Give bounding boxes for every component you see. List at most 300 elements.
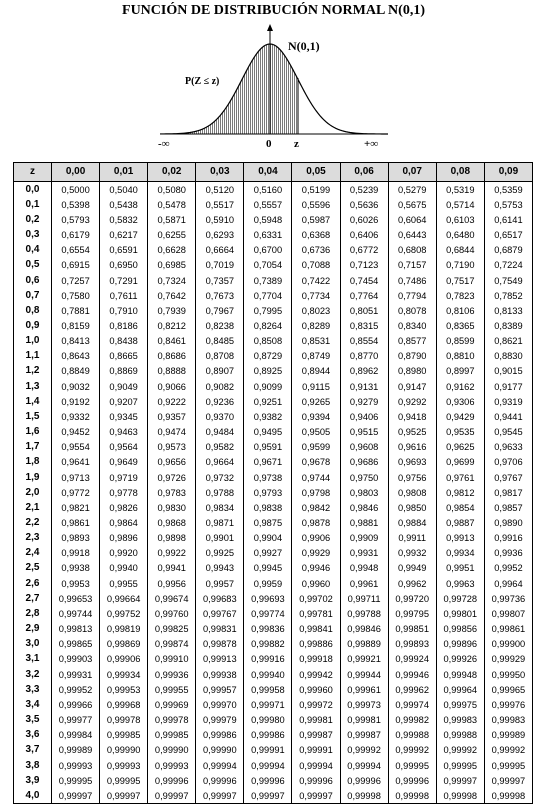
probability-cell: 0,99846	[340, 622, 388, 637]
probability-cell: 0,99929	[484, 652, 532, 667]
probability-cell: 0,9945	[244, 561, 292, 576]
probability-cell: 0,8365	[436, 318, 484, 333]
probability-cell: 0,7357	[196, 273, 244, 288]
probability-cell: 0,99995	[388, 758, 436, 773]
table-row	[14, 637, 533, 652]
probability-cell: 0,9887	[436, 515, 484, 530]
probability-cell: 0,99983	[484, 712, 532, 727]
probability-cell: 0,6141	[484, 212, 532, 227]
table-row	[14, 561, 533, 576]
probability-cell: 0,8708	[196, 349, 244, 364]
probability-cell: 0,9750	[340, 470, 388, 485]
probability-cell: 0,99992	[436, 743, 484, 758]
z-value-cell: 2,9	[14, 622, 52, 637]
table-row	[14, 409, 533, 424]
probability-cell: 0,99978	[100, 712, 148, 727]
probability-cell: 0,99995	[484, 758, 532, 773]
probability-cell: 0,9693	[388, 455, 436, 470]
probability-cell: 0,9066	[148, 379, 196, 394]
probability-cell: 0,99993	[100, 758, 148, 773]
probability-cell: 0,9778	[100, 485, 148, 500]
probability-cell: 0,6628	[148, 243, 196, 258]
probability-cell: 0,8133	[484, 303, 532, 318]
probability-cell: 0,99878	[196, 637, 244, 652]
probability-cell: 0,5793	[52, 212, 100, 227]
probability-cell: 0,9854	[436, 500, 484, 515]
probability-cell: 0,6293	[196, 227, 244, 242]
probability-cell: 0,9222	[148, 394, 196, 409]
table-row	[14, 697, 533, 712]
table-row	[14, 606, 533, 621]
z-value-cell: 1,0	[14, 334, 52, 349]
probability-cell: 0,99957	[196, 682, 244, 697]
probability-cell: 0,99886	[292, 637, 340, 652]
probability-cell: 0,99807	[484, 606, 532, 621]
probability-cell: 0,9633	[484, 440, 532, 455]
probability-cell: 0,9082	[196, 379, 244, 394]
probability-cell: 0,9641	[52, 455, 100, 470]
probability-cell: 0,99993	[52, 758, 100, 773]
probability-cell: 0,9049	[100, 379, 148, 394]
probability-cell: 0,9032	[52, 379, 100, 394]
probability-cell: 0,9699	[436, 455, 484, 470]
probability-cell: 0,9906	[292, 531, 340, 546]
probability-cell: 0,99813	[52, 622, 100, 637]
probability-cell: 0,9943	[196, 561, 244, 576]
probability-cell: 0,9545	[484, 425, 532, 440]
probability-cell: 0,9916	[484, 531, 532, 546]
z-value-cell: 1,7	[14, 440, 52, 455]
probability-cell: 0,8212	[148, 318, 196, 333]
probability-cell: 0,99819	[100, 622, 148, 637]
probability-cell: 0,99653	[52, 591, 100, 606]
probability-cell: 0,99825	[148, 622, 196, 637]
probability-cell: 0,9938	[52, 561, 100, 576]
probability-cell: 0,9901	[196, 531, 244, 546]
probability-cell: 0,7852	[484, 288, 532, 303]
probability-cell: 0,7517	[436, 273, 484, 288]
probability-cell: 0,9904	[244, 531, 292, 546]
table-row	[14, 318, 533, 333]
probability-cell: 0,9949	[388, 561, 436, 576]
probability-cell: 0,7642	[148, 288, 196, 303]
z-value-cell: 2,6	[14, 576, 52, 591]
probability-cell: 0,9830	[148, 500, 196, 515]
probability-cell: 0,9772	[52, 485, 100, 500]
z-value-cell: 0,4	[14, 243, 52, 258]
probability-cell: 0,99997	[52, 788, 100, 804]
probability-cell: 0,99728	[436, 591, 484, 606]
probability-cell: 0,99961	[340, 682, 388, 697]
probability-cell: 0,99900	[484, 637, 532, 652]
probability-cell: 0,99940	[244, 667, 292, 682]
probability-cell: 0,99997	[196, 788, 244, 804]
probability-cell: 0,6064	[388, 212, 436, 227]
probability-cell: 0,7881	[52, 303, 100, 318]
probability-cell: 0,9671	[244, 455, 292, 470]
probability-cell: 0,8508	[244, 334, 292, 349]
table-row	[14, 394, 533, 409]
table-row	[14, 591, 533, 606]
table-row	[14, 425, 533, 440]
z-value-cell: 1,3	[14, 379, 52, 394]
probability-cell: 0,9893	[52, 531, 100, 546]
probability-cell: 0,8729	[244, 349, 292, 364]
probability-cell: 0,99903	[52, 652, 100, 667]
probability-cell: 0,6406	[340, 227, 388, 242]
z-value-cell: 0,7	[14, 288, 52, 303]
probability-cell: 0,8980	[388, 364, 436, 379]
probability-cell: 0,99986	[244, 728, 292, 743]
probability-cell: 0,9625	[436, 440, 484, 455]
table-header-row	[14, 163, 533, 182]
table-row	[14, 682, 533, 697]
z-value-cell: 3,0	[14, 637, 52, 652]
probability-cell: 0,99921	[340, 652, 388, 667]
probability-cell: 0,9686	[340, 455, 388, 470]
probability-cell: 0,9918	[52, 546, 100, 561]
z-value-cell: 0,2	[14, 212, 52, 227]
probability-cell: 0,99997	[244, 788, 292, 804]
probability-cell: 0,99971	[244, 697, 292, 712]
probability-cell: 0,99977	[52, 712, 100, 727]
probability-cell: 0,9515	[340, 425, 388, 440]
probability-cell: 0,99998	[340, 788, 388, 804]
table-row	[14, 303, 533, 318]
probability-cell: 0,8770	[340, 349, 388, 364]
probability-cell: 0,9920	[100, 546, 148, 561]
probability-cell: 0,99998	[484, 788, 532, 804]
probability-cell: 0,5199	[292, 182, 340, 198]
probability-cell: 0,8106	[436, 303, 484, 318]
probability-cell: 0,7967	[196, 303, 244, 318]
probability-cell: 0,9963	[436, 576, 484, 591]
z-value-cell: 0,9	[14, 318, 52, 333]
probability-cell: 0,99976	[484, 697, 532, 712]
probability-cell: 0,99978	[148, 712, 196, 727]
probability-cell: 0,9941	[148, 561, 196, 576]
probability-cell: 0,99931	[52, 667, 100, 682]
probability-cell: 0,9319	[484, 394, 532, 409]
z-label: z	[294, 138, 299, 150]
probability-cell: 0,99683	[196, 591, 244, 606]
probability-cell: 0,99993	[148, 758, 196, 773]
probability-cell: 0,9952	[484, 561, 532, 576]
table-row	[14, 440, 533, 455]
z-value-cell: 0,0	[14, 182, 52, 198]
probability-cell: 0,5239	[340, 182, 388, 198]
probability-cell: 0,7157	[388, 258, 436, 273]
table-row	[14, 667, 533, 682]
probability-cell: 0,9535	[436, 425, 484, 440]
probability-cell: 0,8531	[292, 334, 340, 349]
probability-cell: 0,99752	[100, 606, 148, 621]
probability-cell: 0,6879	[484, 243, 532, 258]
probability-cell: 0,99958	[244, 682, 292, 697]
probability-cell: 0,9251	[244, 394, 292, 409]
probability-cell: 0,99744	[52, 606, 100, 621]
probability-cell: 0,99918	[292, 652, 340, 667]
probability-cell: 0,99994	[196, 758, 244, 773]
probability-cell: 0,9861	[52, 515, 100, 530]
probability-cell: 0,99938	[196, 667, 244, 682]
probability-cell: 0,99979	[196, 712, 244, 727]
probability-cell: 0,99924	[388, 652, 436, 667]
probability-cell: 0,6554	[52, 243, 100, 258]
probability-cell: 0,5080	[148, 182, 196, 198]
probability-cell: 0,9573	[148, 440, 196, 455]
probability-cell: 0,8264	[244, 318, 292, 333]
probability-cell: 0,99996	[148, 773, 196, 788]
probability-cell: 0,9871	[196, 515, 244, 530]
probability-cell: 0,8621	[484, 334, 532, 349]
z-value-cell: 0,6	[14, 273, 52, 288]
probability-cell: 0,9279	[340, 394, 388, 409]
probability-cell: 0,99997	[100, 788, 148, 804]
probability-cell: 0,9726	[148, 470, 196, 485]
z-value-cell: 0,3	[14, 227, 52, 242]
probability-cell: 0,9911	[388, 531, 436, 546]
probability-cell: 0,9881	[340, 515, 388, 530]
probability-cell: 0,9925	[196, 546, 244, 561]
probability-cell: 0,5557	[244, 197, 292, 212]
z-value-cell: 1,6	[14, 425, 52, 440]
probability-cell: 0,99952	[52, 682, 100, 697]
probability-cell: 0,99913	[196, 652, 244, 667]
z-value-cell: 1,4	[14, 394, 52, 409]
probability-cell: 0,9960	[292, 576, 340, 591]
table-row	[14, 227, 533, 242]
probability-cell: 0,9495	[244, 425, 292, 440]
probability-cell: 0,7324	[148, 273, 196, 288]
table-row	[14, 576, 533, 591]
probability-cell: 0,99934	[100, 667, 148, 682]
probability-cell: 0,8461	[148, 334, 196, 349]
probability-cell: 0,5871	[148, 212, 196, 227]
z-value-cell: 2,4	[14, 546, 52, 561]
probability-cell: 0,99869	[100, 637, 148, 652]
probability-cell: 0,9940	[100, 561, 148, 576]
probability-cell: 0,7823	[436, 288, 484, 303]
table-row	[14, 773, 533, 788]
probability-cell: 0,99974	[388, 697, 436, 712]
probability-cell: 0,99990	[100, 743, 148, 758]
z-value-cell: 0,5	[14, 258, 52, 273]
probability-cell: 0,6255	[148, 227, 196, 242]
column-header: 0,00	[52, 163, 100, 182]
probability-cell: 0,9706	[484, 455, 532, 470]
probability-cell: 0,9890	[484, 515, 532, 530]
probability-cell: 0,9744	[292, 470, 340, 485]
probability-cell: 0,7291	[100, 273, 148, 288]
probability-cell: 0,5478	[148, 197, 196, 212]
probability-cell: 0,9913	[436, 531, 484, 546]
probability-cell: 0,8159	[52, 318, 100, 333]
table-row	[14, 758, 533, 773]
probability-cell: 0,7454	[340, 273, 388, 288]
table-row	[14, 243, 533, 258]
probability-cell: 0,9948	[340, 561, 388, 576]
probability-cell: 0,99997	[292, 788, 340, 804]
probability-cell: 0,9932	[388, 546, 436, 561]
probability-cell: 0,7088	[292, 258, 340, 273]
probability-cell: 0,99996	[244, 773, 292, 788]
probability-cell: 0,99995	[100, 773, 148, 788]
probability-cell: 0,99994	[292, 758, 340, 773]
table-row	[14, 485, 533, 500]
table-row	[14, 379, 533, 394]
probability-cell: 0,99916	[244, 652, 292, 667]
probability-cell: 0,7389	[244, 273, 292, 288]
probability-cell: 0,99720	[388, 591, 436, 606]
probability-cell: 0,9382	[244, 409, 292, 424]
probability-cell: 0,99851	[388, 622, 436, 637]
probability-cell: 0,9418	[388, 409, 436, 424]
probability-cell: 0,99998	[388, 788, 436, 804]
probability-cell: 0,9678	[292, 455, 340, 470]
probability-cell: 0,9953	[52, 576, 100, 591]
probability-cell: 0,9207	[100, 394, 148, 409]
probability-cell: 0,99994	[244, 758, 292, 773]
probability-cell: 0,9656	[148, 455, 196, 470]
probability-cell: 0,9452	[52, 425, 100, 440]
probability-cell: 0,99996	[388, 773, 436, 788]
probability-cell: 0,99874	[148, 637, 196, 652]
probability-cell: 0,9875	[244, 515, 292, 530]
probability-cell: 0,5753	[484, 197, 532, 212]
probability-cell: 0,99975	[436, 697, 484, 712]
probability-cell: 0,99988	[436, 728, 484, 743]
z-value-cell: 3,4	[14, 697, 52, 712]
probability-cell: 0,7190	[436, 258, 484, 273]
probability-cell: 0,8925	[244, 364, 292, 379]
probability-cell: 0,9884	[388, 515, 436, 530]
probability-cell: 0,99970	[196, 697, 244, 712]
probability-cell: 0,99801	[436, 606, 484, 621]
probability-cell: 0,99865	[52, 637, 100, 652]
probability-cell: 0,99980	[244, 712, 292, 727]
probability-cell: 0,6517	[484, 227, 532, 242]
table-row	[14, 212, 533, 227]
probability-cell: 0,99910	[148, 652, 196, 667]
table-row	[14, 273, 533, 288]
probability-cell: 0,99992	[388, 743, 436, 758]
probability-cell: 0,99997	[148, 788, 196, 804]
probability-cell: 0,6368	[292, 227, 340, 242]
probability-cell: 0,9842	[292, 500, 340, 515]
probability-cell: 0,9850	[388, 500, 436, 515]
probability-cell: 0,99795	[388, 606, 436, 621]
probability-cell: 0,99760	[148, 606, 196, 621]
table-row	[14, 728, 533, 743]
probability-cell: 0,8485	[196, 334, 244, 349]
probability-cell: 0,99936	[148, 667, 196, 682]
probability-cell: 0,9292	[388, 394, 436, 409]
z-value-cell: 2,5	[14, 561, 52, 576]
probability-cell: 0,9956	[148, 576, 196, 591]
probability-cell: 0,8389	[484, 318, 532, 333]
probability-cell: 0,9429	[436, 409, 484, 424]
probability-cell: 0,6443	[388, 227, 436, 242]
probability-cell: 0,7673	[196, 288, 244, 303]
probability-cell: 0,7764	[340, 288, 388, 303]
probability-cell: 0,99995	[436, 758, 484, 773]
probability-cell: 0,8238	[196, 318, 244, 333]
probability-cell: 0,99987	[292, 728, 340, 743]
z-value-cell: 2,7	[14, 591, 52, 606]
probability-cell: 0,99996	[292, 773, 340, 788]
probability-cell: 0,99944	[340, 667, 388, 682]
probability-cell: 0,9957	[196, 576, 244, 591]
probability-cell: 0,99989	[484, 728, 532, 743]
probability-cell: 0,99972	[292, 697, 340, 712]
probability-cell: 0,99992	[340, 743, 388, 758]
probability-cell: 0,9599	[292, 440, 340, 455]
probability-cell: 0,6217	[100, 227, 148, 242]
probability-cell: 0,9878	[292, 515, 340, 530]
zero-label: 0	[266, 138, 272, 150]
probability-cell: 0,7054	[244, 258, 292, 273]
probability-cell: 0,5319	[436, 182, 484, 198]
probability-cell: 0,9236	[196, 394, 244, 409]
probability-cell: 0,9591	[244, 440, 292, 455]
probability-cell: 0,9474	[148, 425, 196, 440]
probability-cell: 0,8790	[388, 349, 436, 364]
probability-cell: 0,99981	[292, 712, 340, 727]
probability-cell: 0,99989	[52, 743, 100, 758]
probability-cell: 0,9732	[196, 470, 244, 485]
probability-cell: 0,5438	[100, 197, 148, 212]
probability-cell: 0,9793	[244, 485, 292, 500]
probability-cell: 0,9808	[388, 485, 436, 500]
probability-cell: 0,9115	[292, 379, 340, 394]
probability-cell: 0,9761	[436, 470, 484, 485]
probability-cell: 0,99992	[484, 743, 532, 758]
z-value-cell: 2,1	[14, 500, 52, 515]
z-value-cell: 2,0	[14, 485, 52, 500]
probability-cell: 0,6700	[244, 243, 292, 258]
probability-cell: 0,9788	[196, 485, 244, 500]
probability-cell: 0,99906	[100, 652, 148, 667]
probability-cell: 0,8554	[340, 334, 388, 349]
probability-cell: 0,99889	[340, 637, 388, 652]
probability-cell: 0,99985	[148, 728, 196, 743]
z-value-cell: 0,8	[14, 303, 52, 318]
probability-cell: 0,99942	[292, 667, 340, 682]
probability-cell: 0,99674	[148, 591, 196, 606]
column-header-z: z	[14, 163, 52, 182]
probability-cell: 0,9929	[292, 546, 340, 561]
shaded-area	[160, 44, 298, 134]
probability-cell: 0,9582	[196, 440, 244, 455]
probability-cell: 0,99841	[292, 622, 340, 637]
probability-cell: 0,6026	[340, 212, 388, 227]
probability-cell: 0,9162	[436, 379, 484, 394]
probability-cell: 0,9922	[148, 546, 196, 561]
probability-cell: 0,5279	[388, 182, 436, 198]
probability-cell: 0,99969	[148, 697, 196, 712]
probability-cell: 0,8665	[100, 349, 148, 364]
probability-cell: 0,9898	[148, 531, 196, 546]
probability-cell: 0,6480	[436, 227, 484, 242]
probability-cell: 0,6179	[52, 227, 100, 242]
probability-cell: 0,9896	[100, 531, 148, 546]
probability-cell: 0,99990	[196, 743, 244, 758]
probability-cell: 0,9649	[100, 455, 148, 470]
probability-cell: 0,8315	[340, 318, 388, 333]
probability-cell: 0,99995	[52, 773, 100, 788]
probability-cell: 0,99950	[484, 667, 532, 682]
